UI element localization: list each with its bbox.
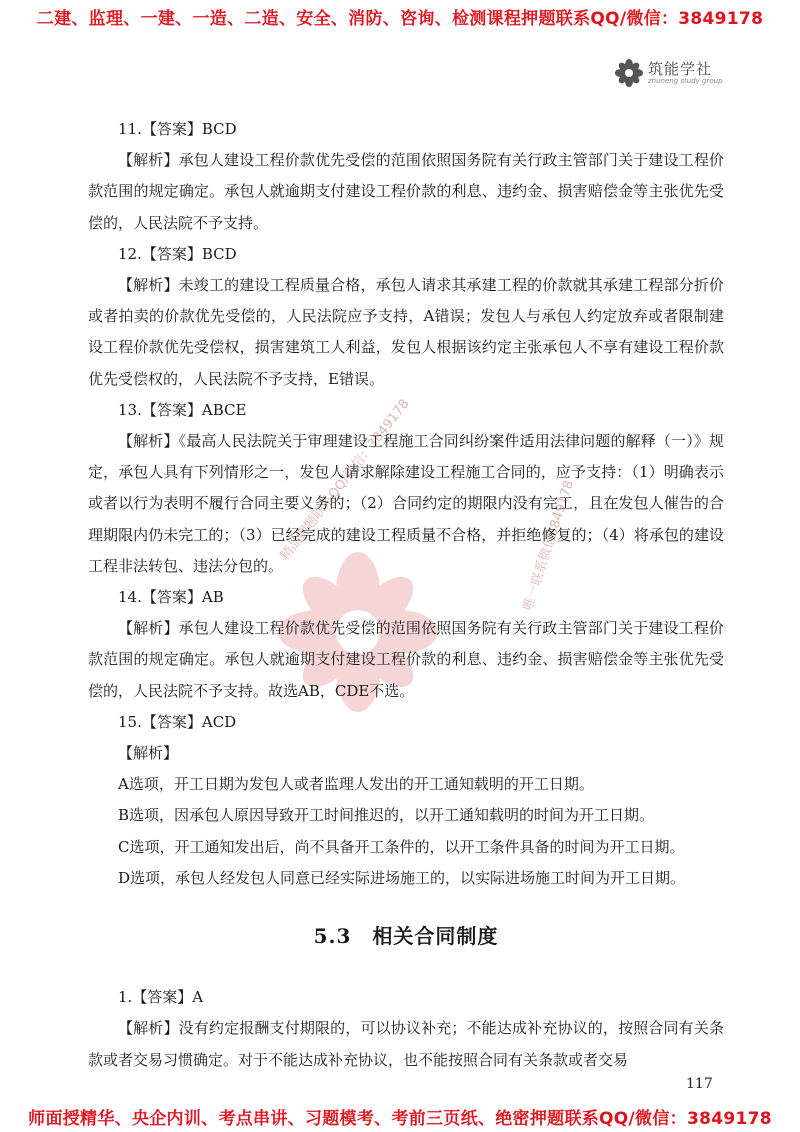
analysis-paragraph: 【解析】承包人建设工程价款优先受偿的范围依照国务院有关行政主管部门关于建设工程价款范围的规定确定。承包人就逾期支付建设工程价款的利息、违约金、损害赔偿金等主张优先受偿的，人民法院不予支持。 bbox=[88, 151, 724, 232]
answer-label: 13.【答案】ABCE bbox=[118, 400, 247, 419]
top-banner: 二建、监理、一建、一造、二造、安全、消防、咨询、检测课程押题联系QQ/微信：3849178 bbox=[36, 9, 764, 29]
answer-block bbox=[88, 582, 724, 707]
logo-name: 筑能学社 bbox=[648, 59, 713, 78]
analysis-paragraph: 【解析】《最高人民法院关于审理建设工程施工合同纠纷案件适用法律问题的解释（一）》规定，承包人具有下列情形之一，发包人请求解除建设工程施工合同的，应予支持：（1）明确表示或者以行为表明不履行合同主要义务的；（2）合同约定的期限内没有完工，且在发包人催告的合理期限内仍未完工的；（3）已经完成的建设工程质量不合格，并拒绝修复的；（4）将承包的建设工程非法转包、违法分包的。 bbox=[88, 432, 724, 575]
answer-block bbox=[88, 239, 724, 395]
answer-label: 1.【答案】A bbox=[118, 988, 204, 1007]
analysis-paragraph: 【解析】没有约定报酬支付期限的，可以协议补充；不能达成补充协议的，按照合同有关条款或者交易习惯确定。对于不能达成补充协议，也不能按照合同有关条款或者交易 bbox=[88, 1019, 724, 1069]
answer-block bbox=[88, 982, 724, 1076]
bottom-banner: 师面授精华、央企内训、考点串讲、习题模考、考前三页纸、绝密押题联系QQ/微信：3849178 bbox=[28, 1109, 772, 1129]
logo-subtitle: zhuneng study group bbox=[648, 76, 723, 85]
analysis-paragraph: 【解析】未竣工的建设工程质量合格，承包人请求其承建工程的价款就其承建工程部分折价或者拍卖的价款优先受偿的，人民法院应予支持，A错误；发包人与承包人约定放弃或者限制建设工程价款优先受偿权，损害建筑工人利益，发包人根据该约定主张承包人不享有建设工程价款优先受偿权的，人民法院不予支持，E错误。 bbox=[88, 276, 724, 388]
option-d-paragraph: D选项，承包人经发包人同意已经实际进场施工的，以实际进场施工时间为开工日期。 bbox=[118, 868, 686, 887]
flower-logo-icon bbox=[614, 58, 644, 88]
option-a-paragraph: A选项，开工日期为发包人或者监理人发出的开工通知载明的开工日期。 bbox=[118, 775, 594, 794]
answer-block bbox=[88, 707, 724, 894]
answer-block bbox=[88, 114, 724, 239]
section-title: 5.3 相关合同制度 bbox=[313, 924, 499, 949]
page-content bbox=[88, 114, 724, 1076]
answer-label: 15.【答案】ACD bbox=[118, 712, 237, 731]
page-number: 117 bbox=[686, 1076, 713, 1092]
option-c-paragraph: C选项，开工通知发出后，尚不具备开工条件的，以开工条件具备的时间为开工日期。 bbox=[118, 837, 685, 856]
analysis-paragraph: 【解析】承包人建设工程价款优先受偿的范围依照国务院有关行政主管部门关于建设工程价款范围的规定确定。承包人就逾期支付建设工程价款的利息、违约金、损害赔偿金等主张优先受偿的，人民法院不予支持。故选AB，CDE不选。 bbox=[88, 619, 724, 700]
publisher-logo bbox=[614, 58, 723, 88]
answer-block bbox=[88, 395, 724, 582]
watermark-left-text: 精品押题联系QQ/微信：3849178 bbox=[277, 396, 413, 564]
answer-label: 14.【答案】AB bbox=[118, 588, 224, 607]
option-b-paragraph: B选项，因承包人原因导致开工时间推迟的，以开工通知载明的时间为开工日期。 bbox=[118, 806, 655, 825]
answer-label: 11.【答案】BCD bbox=[118, 120, 237, 138]
analysis-heading: 【解析】 bbox=[118, 744, 179, 763]
answer-label: 12.【答案】BCD bbox=[118, 244, 237, 263]
watermark-right-text: 唯一联系微信3849178 bbox=[520, 478, 578, 613]
